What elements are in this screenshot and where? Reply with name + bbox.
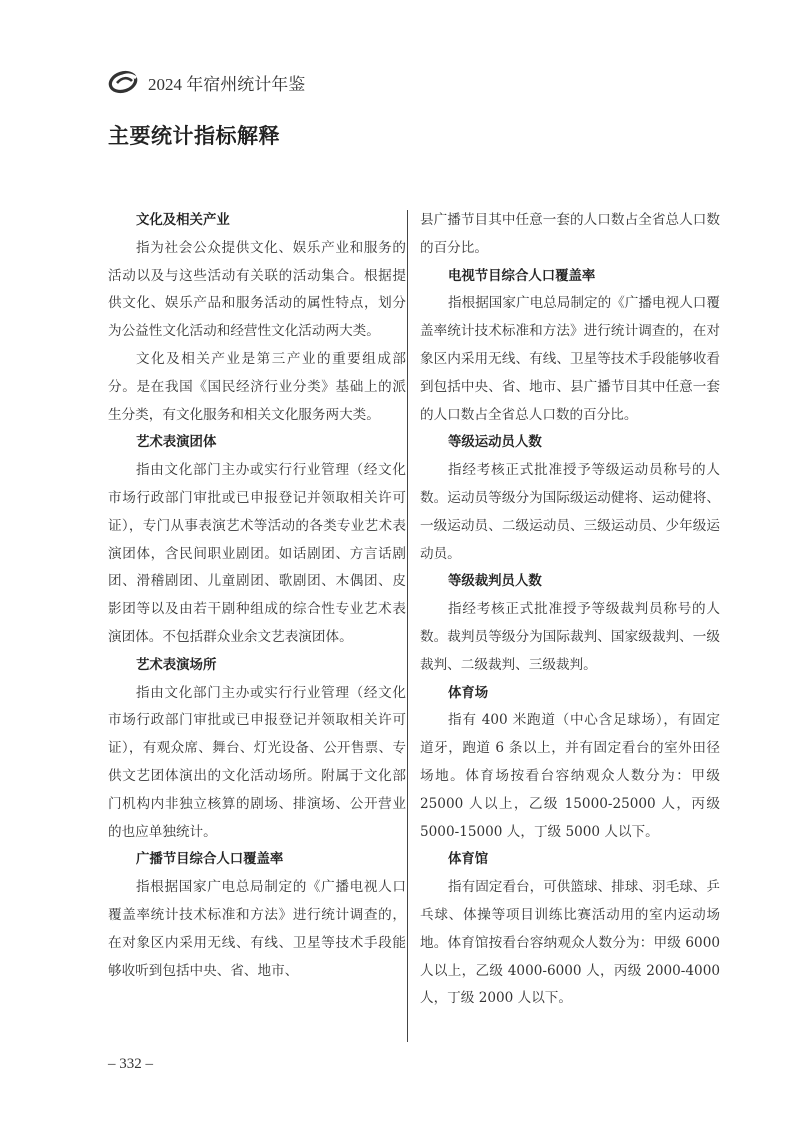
section-heading: 体育场 — [448, 685, 489, 701]
paragraph: 指根据国家广电总局制定的《广播电视人口覆盖率统计技术标准和方法》进行统计调查的，在对象区内采用无线、有线、卫星等技术手段能够收听到包括中央、省、地市、 — [108, 879, 406, 979]
paragraph: 文化及相关产业是第三产业的重要组成部分。是在我国《国民经济行业分类》基础上的派生分类，有文化服务和相关文化服务两大类。 — [108, 350, 406, 423]
page-number: – 332 – — [108, 1056, 153, 1072]
page-title: 主要统计指标解释 — [108, 124, 280, 148]
paragraph: 指经考核正式批准授予等级运动员称号的人数。运动员等级分为国际级运动健将、运动健将、一级运动员、二级运动员、三级运动员、少年级运动员。 — [420, 462, 720, 562]
paragraph: 指为社会公众提供文化、娱乐产业和服务的活动以及与这些活动有关联的活动集合。根据提供文化、娱乐产品和服务活动的属性特点，划分为公益性文化活动和经营性文化活动两大类。 — [108, 239, 406, 340]
column-divider — [407, 210, 408, 1042]
section-heading: 广播节目综合人口覆盖率 — [136, 852, 284, 868]
paragraph: 指有 400 米跑道（中心含足球场），有固定道牙，跑道 6 条以上，并有固定看台的室外田径场地。体育场按看台容纳观众人数分为：甲级 25000 人以上，乙级 15000-25000 人，丙级 5000-15000 人，丁级 5000 人以下。 — [420, 712, 720, 840]
paragraph: 指根据国家广电总局制定的《广播电视人口覆盖率统计技术标准和方法》进行统计调查的，在对象区内采用无线、有线、卫星等技术手段能够收看到包括中央、省、地市、县广播节目其中任意一套的人口数占全省总人口数的百分比。 — [420, 295, 720, 423]
section-heading: 等级运动员人数 — [448, 435, 542, 451]
left-column — [108, 207, 406, 985]
yearbook-title: 2024 年宿州统计年鉴 — [148, 74, 306, 94]
yearbook-logo-icon — [108, 69, 140, 95]
section-heading: 等级裁判员人数 — [448, 574, 542, 590]
paragraph: 指由文化部门主办或实行行业管理（经文化市场行政部门审批或已申报登记并领取相关许可证），专门从事表演艺术等活动的各类专业艺术表演团体，含民间职业剧团。如话剧团、方言话剧团、滑稽剧团、儿童剧团、歌剧团、木偶团、皮影团等以及由若干剧种组成的综合性专业艺术表演团体。不包括群众业余文艺表演团体。 — [108, 462, 406, 645]
section-heading: 艺术表演场所 — [136, 657, 217, 673]
section-heading: 艺术表演团体 — [136, 435, 217, 451]
paragraph-continued: 县广播节目其中任意一套的人口数占全省总人口数的百分比。 — [420, 212, 720, 256]
section-heading: 电视节目综合人口覆盖率 — [448, 268, 596, 284]
paragraph: 指有固定看台，可供篮球、排球、羽毛球、乒乓球、体操等项目训练比赛活动用的室内运动场地。体育馆按看台容纳观众人数分为：甲级 6000 人以上，乙级 4000-6000 人，丙级 2000-4000 人，丁级 2000 人以下。 — [420, 879, 720, 1007]
section-heading: 文化及相关产业 — [136, 213, 230, 228]
right-column — [420, 207, 720, 1013]
section-heading: 体育馆 — [448, 852, 489, 868]
running-header — [108, 66, 305, 98]
paragraph: 指经考核正式批准授予等级裁判员称号的人数。裁判员等级分为国际裁判、国家级裁判、一级裁判、二级裁判、三级裁判。 — [420, 601, 720, 673]
paragraph: 指由文化部门主办或实行行业管理（经文化市场行政部门审批或已申报登记并领取相关许可证），有观众席、舞台、灯光设备、公开售票、专供文艺团体演出的文化活动场所。附属于文化部门机构内非独立核算的剧场、排演场、公开营业的也应单独统计。 — [108, 684, 406, 840]
